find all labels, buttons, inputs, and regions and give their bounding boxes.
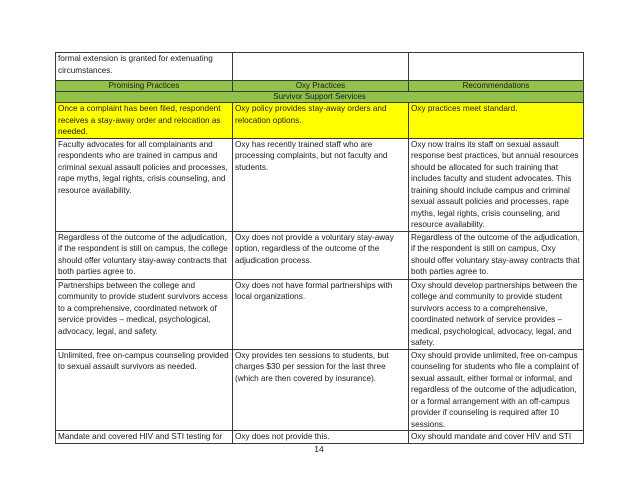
table-header-row bbox=[56, 81, 584, 92]
oxy-cell: Oxy does not provide this. bbox=[233, 431, 409, 444]
practices-table bbox=[55, 52, 584, 444]
table-row bbox=[56, 138, 584, 231]
header-recommendations: Recommendations bbox=[409, 81, 584, 92]
empty-cell bbox=[233, 53, 409, 81]
recommendation-cell: Oxy should mandate and cover HIV and STI bbox=[409, 431, 584, 444]
practice-cell: Once a complaint has been filed, respondent receives a stay-away order and relocation as needed. bbox=[56, 103, 233, 139]
section-title: Survivor Support Services bbox=[56, 92, 584, 103]
table-row bbox=[56, 103, 584, 139]
recommendation-cell: Oxy should develop partnerships between the college and community to provide student survivors access to a comprehensive, coordinated network of service provides – medical, psychological, advocacy, legal, and safety. bbox=[409, 279, 584, 349]
continuation-cell: formal extension is granted for extenuating circumstances. bbox=[56, 53, 233, 81]
table-row-continuation bbox=[56, 53, 584, 81]
header-promising-practices: Promising Practices bbox=[56, 81, 233, 92]
section-row bbox=[56, 92, 584, 103]
table-row bbox=[56, 349, 584, 431]
recommendation-cell: Oxy now trains its staff on sexual assault response best practices, but annual resources should be allocated for such training that includes faculty and student advocates. This training should include campus and criminal sexual assault policies and processes, rape myths, legal rights, crisis counseling, and resource availability. bbox=[409, 138, 584, 231]
oxy-cell: Oxy provides ten sessions to students, but charges $30 per session for the last three (which are then covered by insurance). bbox=[233, 349, 409, 431]
recommendation-cell: Regardless of the outcome of the adjudication, if the respondent is still on campus, Oxy should offer voluntary stay-away contracts that both parties agree to. bbox=[409, 231, 584, 279]
practice-cell: Faculty advocates for all complainants and respondents who are trained in campus and criminal sexual assault policies and processes, rape myths, legal rights, crisis counseling, and resource availability. bbox=[56, 138, 233, 231]
practice-cell: Mandate and covered HIV and STI testing for bbox=[56, 431, 233, 444]
practice-cell: Partnerships between the college and community to provide student survivors access to a comprehensive, coordinated network of service provides – medical, psychological, advocacy, legal, and safety. bbox=[56, 279, 233, 349]
oxy-cell: Oxy has recently trained staff who are processing complaints, but not faculty and students. bbox=[233, 138, 409, 231]
practice-cell: Regardless of the outcome of the adjudication, if the respondent is still on campus, the college should offer voluntary stay-away contracts that both parties agree to. bbox=[56, 231, 233, 279]
table-row bbox=[56, 431, 584, 444]
oxy-cell: Oxy policy provides stay-away orders and relocation options. bbox=[233, 103, 409, 139]
table-row bbox=[56, 231, 584, 279]
recommendation-cell: Oxy practices meet standard. bbox=[409, 103, 584, 139]
page-number: 14 bbox=[314, 444, 324, 454]
recommendation-cell: Oxy should provide unlimited, free on-campus counseling for students who file a complaint of sexual assault, either formal or informal, and regardless of the outcome of the adjudication, or a formal arrangement with an off-campus provider if counseling is required after 10 sessions. bbox=[409, 349, 584, 431]
header-oxy-practices: Oxy Practices bbox=[233, 81, 409, 92]
oxy-cell: Oxy does not have formal partnerships with local organizations. bbox=[233, 279, 409, 349]
empty-cell bbox=[409, 53, 584, 81]
practice-cell: Unlimited, free on-campus counseling provided to sexual assault survivors as needed. bbox=[56, 349, 233, 431]
oxy-cell: Oxy does not provide a voluntary stay-away option, regardless of the outcome of the adjudication process. bbox=[233, 231, 409, 279]
table-row bbox=[56, 279, 584, 349]
